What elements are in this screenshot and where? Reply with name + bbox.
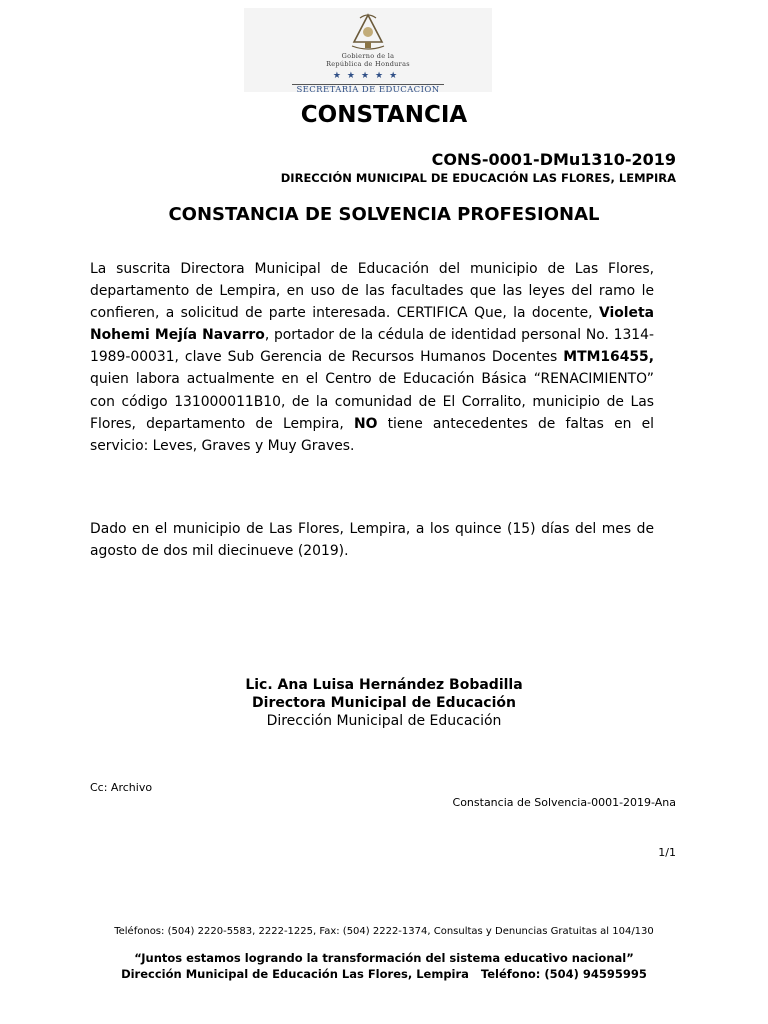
teacher-code: MTM16455, [563, 349, 654, 366]
coat-of-arms-icon [348, 12, 388, 52]
header-logo [244, 8, 492, 95]
page-number: 1/1 [658, 846, 676, 859]
footer-address: Dirección Municipal de Educación Las Flores, Lempira Teléfono: (504) 94595995 [121, 967, 647, 981]
government-label: Gobierno de la [341, 52, 395, 60]
issuing-direction: DIRECCIÓN MUNICIPAL DE EDUCACIÓN LAS FLORES, LEMPIRA [280, 171, 676, 185]
signer-name: Lic. Ana Luisa Hernández Bobadilla [245, 677, 523, 693]
body-text: La suscrita Directora Municipal de Educación del municipio de Las Flores, departamento de Lempira, en uso de las facultades que las leyes del ramo le confieren, a solicitud de parte interesada. CERTIFICA Que, la docente, [90, 261, 654, 322]
body-text: , portador de la cédula de identidad personal No. 1314-1989-00031, clave Sub Gerencia de Recursos Humanos Docentes [90, 327, 654, 366]
body-paragraph-2: Dado en el municipio de Las Flores, Lempira, a los quince (15) días del mes de agosto de dos mil diecinueve (2019). [90, 521, 654, 560]
republic-label: República de Honduras [326, 60, 410, 68]
footer-motto: “Juntos estamos logrando la transformación del sistema educativo nacional” [134, 951, 634, 965]
document-code: CONS-0001-DMu1310-2019 [431, 150, 676, 169]
footer-phones: Teléfonos: (504) 2220-5583, 2222-1225, Fax: (504) 2222-1374, Consultas y Denuncias Gratuitas al 104/130 [114, 926, 654, 937]
no-emphasis: NO [353, 415, 378, 432]
teacher-name: Violeta Nohemi Mejía Navarro [90, 305, 654, 344]
document-title: CONSTANCIA [300, 102, 468, 128]
secretaria-label: SECRETARÍA DE EDUCACIÓN [296, 85, 440, 95]
document-subtitle: CONSTANCIA DE SOLVENCIA PROFESIONAL [168, 204, 600, 225]
body-paragraph-1 [90, 258, 654, 457]
cc-note: Cc: Archivo [90, 781, 153, 794]
reference-code: Constancia de Solvencia-0001-2019-Ana [452, 796, 676, 809]
body-text: tiene antecedentes de faltas en el servicio: Leves, Graves y Muy Graves. [90, 415, 654, 454]
signer-office: Dirección Municipal de Educación [266, 713, 502, 729]
signer-role: Directora Municipal de Educación [252, 695, 516, 711]
stars-decoration: ★★★★★ [332, 71, 404, 81]
body-text: quien labora actualmente en el Centro de Educación Básica “RENACIMIENTO” con código 131000011B10, de la comunidad de El Corralito, municipio de Las Flores, departamento de Lempira, [90, 371, 654, 432]
